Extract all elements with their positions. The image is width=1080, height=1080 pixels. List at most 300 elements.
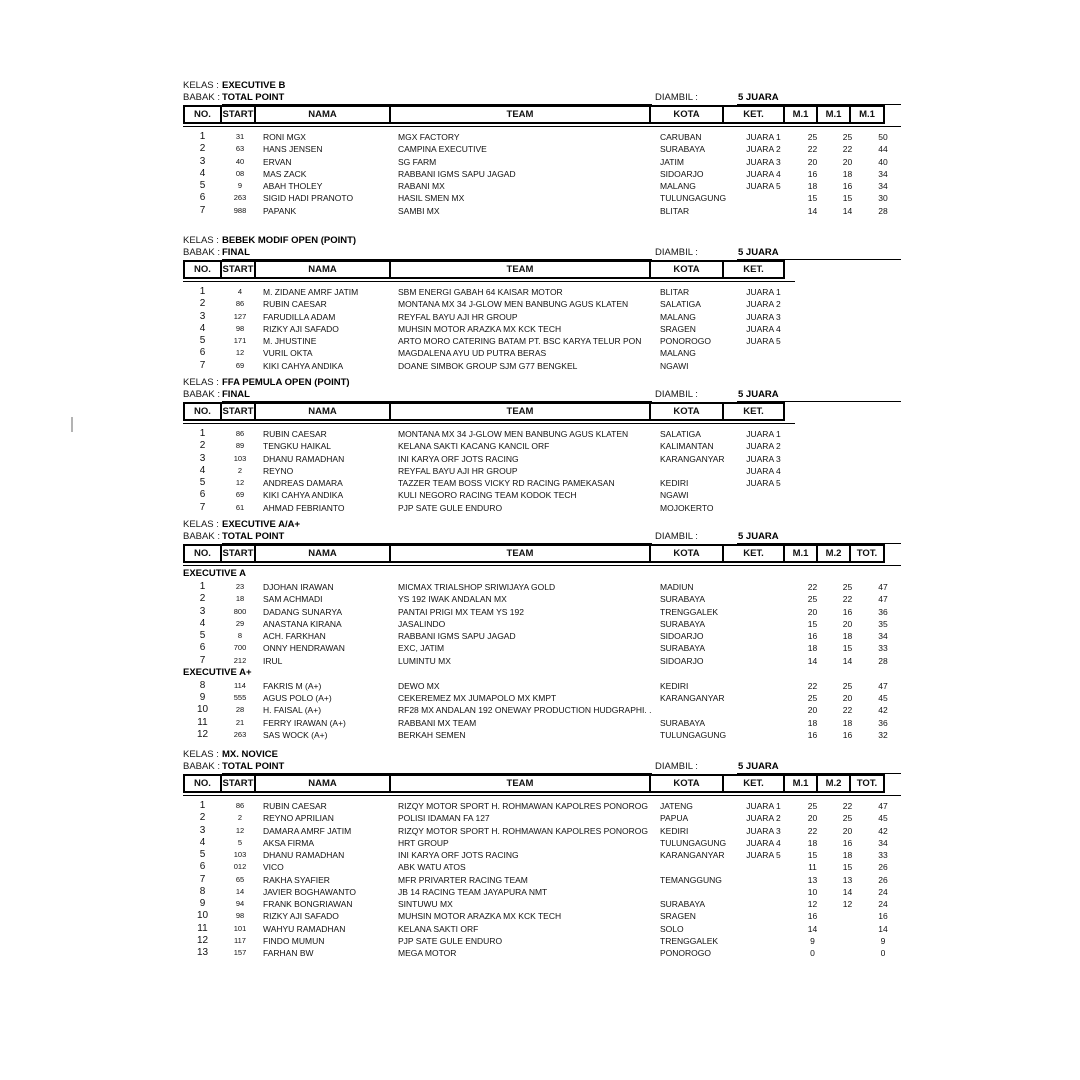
cell-start: 127 (233, 311, 247, 321)
cell-team: SBM ENERGI GABAH 64 KAISAR MOTOR (398, 287, 563, 297)
cell-kota: SIDOARJO (660, 655, 704, 666)
cell-tot: 47 (878, 582, 888, 592)
cell-kota: SRAGEN (660, 323, 696, 334)
cell-nama: RIZKY AJI SAFADO (263, 911, 339, 922)
cell-tot: 14 (878, 923, 888, 934)
diambil-value: 5 JUARA (738, 247, 779, 258)
cell-ket (732, 861, 795, 873)
cell-no: 6 (199, 347, 206, 359)
cell-m1: 15 (807, 193, 818, 204)
cell-team: RIZQY MOTOR SPORT H. ROHMAWAN KAPOLRES PONOROG (398, 801, 648, 811)
col-header-ket: KET. (722, 105, 785, 124)
cell-kota: JATIM (660, 156, 684, 167)
babak-label: BABAK : (183, 92, 220, 103)
cell-m1: 22 (807, 144, 818, 155)
col-header-team: TEAM (389, 105, 651, 124)
cell-m1: 18 (807, 643, 818, 654)
cell-no: 5 (199, 477, 206, 488)
cell-team: MONTANA MX 34 J-GLOW MEN BANBUNG AGUS KLATEN (398, 299, 629, 310)
cell-no: 13 (196, 947, 209, 958)
table-header-row (183, 105, 901, 124)
col-header-nama: NAMA (254, 402, 391, 421)
cell-kota: TEMANGGUNG (660, 874, 722, 885)
result-row (183, 642, 901, 654)
cell-tot: 34 (878, 181, 888, 191)
cell-no: 1 (199, 286, 206, 297)
cell-ket (732, 935, 795, 947)
cell-nama: RAKHA SYAFIER (263, 874, 330, 885)
kelas-label: KELAS : (183, 235, 219, 246)
result-row (183, 131, 901, 143)
kelas-line (183, 80, 901, 92)
cell-start: 103 (233, 850, 247, 859)
cell-ket: JUARA 2 (746, 299, 781, 310)
col-header-team: TEAM (389, 544, 651, 563)
cell-ket (732, 618, 795, 630)
cell-team: EXC, JATIM (398, 643, 445, 654)
result-row (183, 655, 901, 667)
col-header-ket: KET. (722, 774, 785, 793)
diambil-underline (737, 773, 901, 774)
cell-ket (732, 360, 795, 372)
result-row (183, 502, 901, 514)
cell-no: 4 (199, 836, 206, 848)
table-body (183, 800, 901, 959)
cell-start: 94 (235, 899, 245, 908)
cell-m1: 20 (807, 606, 818, 617)
cell-start: 61 (235, 502, 245, 512)
cell-m1: 18 (807, 717, 818, 728)
cell-ket (732, 947, 795, 959)
cell-kota: TULUNGAGUNG (660, 729, 727, 740)
cell-team: ABK WATU ATOS (398, 862, 466, 873)
result-row (183, 205, 901, 217)
cell-kota: SIDOARJO (660, 168, 704, 179)
cell-kota: BLITAR (660, 205, 690, 216)
cell-nama: REYNO (263, 465, 294, 476)
cell-nama: JAVIER BOGHAWANTO (263, 886, 357, 897)
cell-tot: 26 (878, 874, 888, 885)
cell-kota: TRENGGALEK (660, 606, 719, 617)
cell-m1: 25 (807, 801, 818, 811)
cell-start: 9 (237, 181, 243, 190)
cell-ket (732, 874, 795, 886)
diambil-value: 5 JUARA (738, 92, 779, 103)
cell-kota (657, 886, 732, 898)
result-row (183, 311, 901, 323)
cell-kota: MALANG (660, 181, 696, 191)
cell-kota: PONOROGO (660, 336, 712, 346)
cell-nama: ANDREAS DAMARA (263, 478, 343, 488)
race-class-section (183, 80, 901, 217)
cell-no: 3 (199, 310, 206, 322)
cell-no: 10 (196, 910, 209, 922)
kelas-label: KELAS : (183, 377, 219, 388)
col-header-nama: NAMA (254, 774, 391, 793)
babak-value: FINAL (222, 389, 250, 400)
diambil-value: 5 JUARA (738, 531, 779, 542)
race-class-section (183, 235, 901, 372)
cell-team: REYFAL BAYU AJI HR GROUP (398, 465, 518, 476)
cell-m2: 25 (842, 813, 853, 824)
race-class-section (183, 749, 901, 959)
cell-no: 6 (199, 861, 206, 873)
cell-no: 10 (196, 704, 209, 716)
cell-m2: 18 (842, 631, 853, 641)
result-row (183, 898, 901, 910)
cell-team: MICMAX TRIALSHOP SRIWIJAYA GOLD (398, 582, 556, 592)
cell-start: 263 (233, 729, 247, 739)
cell-start: 263 (233, 193, 247, 203)
result-row (183, 630, 901, 642)
cell-m1: 9 (810, 935, 815, 946)
kelas-line (183, 235, 901, 247)
col-header-m2: M.1 (816, 105, 851, 124)
cell-no: 6 (199, 642, 206, 654)
cell-ket: JUARA 1 (746, 801, 781, 811)
cell-tot: 24 (878, 899, 888, 909)
kelas-line (183, 749, 901, 761)
cell-m2: 25 (842, 582, 853, 592)
cell-m2: 20 (842, 156, 853, 167)
col-header-no: NO. (183, 105, 222, 124)
diambil-underline (737, 104, 901, 105)
cell-tot: 45 (878, 693, 888, 703)
cell-start: 65 (235, 874, 245, 884)
col-header-ket: KET. (722, 402, 785, 421)
cell-kota: KARANGANYAR (660, 693, 725, 703)
cell-m1: 20 (807, 156, 818, 167)
babak-underline (222, 543, 652, 544)
cell-team: SAMBI MX (398, 205, 440, 216)
col-header-team: TEAM (389, 260, 651, 279)
result-row (183, 477, 901, 489)
cell-start: 28 (235, 705, 245, 715)
cell-start: 103 (233, 453, 247, 463)
col-header-kota: KOTA (649, 774, 724, 793)
babak-underline (222, 104, 652, 105)
cell-tot: 35 (878, 618, 888, 629)
cell-team: DOANE SIMBOK GROUP SJM G77 BENGKEL (398, 360, 578, 371)
kelas-line (183, 519, 901, 531)
cell-kota: SURABAYA (660, 643, 706, 654)
cell-ket (732, 630, 795, 642)
cell-ket (732, 642, 795, 654)
cell-ket: JUARA 2 (746, 813, 781, 824)
cell-kota: KEDIRI (660, 825, 689, 836)
cell-tot: 45 (878, 813, 888, 824)
cell-team: KULI NEGORO RACING TEAM KODOK TECH (398, 490, 577, 501)
cell-kota: JATENG (660, 801, 693, 811)
diambil-value: 5 JUARA (738, 389, 779, 400)
cell-nama: H. FAISAL (A+) (263, 705, 322, 716)
cell-m2: 25 (842, 132, 853, 142)
class-group-header: EXECUTIVE A (183, 568, 246, 579)
cell-ket: JUARA 3 (746, 453, 781, 464)
col-header-no: NO. (183, 544, 222, 563)
cell-tot: 34 (878, 168, 888, 179)
cell-no: 5 (199, 630, 206, 641)
cell-tot: 36 (878, 606, 888, 617)
cell-nama: SIGID HADI PRANOTO (263, 193, 354, 204)
header-rule (183, 281, 795, 282)
cell-tot: 42 (878, 825, 888, 836)
cell-start: 2 (237, 813, 243, 823)
result-row (183, 825, 901, 837)
cell-tot: 33 (878, 850, 888, 860)
cell-nama: FAKRIS M (A+) (263, 680, 322, 691)
result-row (183, 428, 901, 440)
cell-tot: 47 (878, 801, 888, 811)
babak-label: BABAK : (183, 761, 220, 772)
cell-team: MEGA MOTOR (398, 948, 457, 958)
result-row (183, 180, 901, 192)
cell-kota: SURABAYA (660, 618, 706, 629)
cell-team: DEWO MX (398, 680, 440, 691)
cell-nama: VURIL OKTA (263, 348, 313, 359)
cell-m2: 15 (842, 193, 853, 204)
cell-m1: 20 (807, 705, 818, 716)
cell-m1: 12 (807, 899, 818, 909)
cell-nama: KIKI CAHYA ANDIKA (263, 490, 344, 501)
cell-no: 9 (199, 692, 206, 703)
class-group-header: EXECUTIVE A+ (183, 666, 252, 678)
cell-nama: TENGKU HAIKAL (263, 441, 332, 452)
cell-ket: JUARA 3 (746, 311, 781, 322)
cell-ket: JUARA 4 (746, 168, 781, 179)
cell-ket (732, 489, 795, 501)
cell-tot: 28 (878, 655, 888, 666)
col-header-nama: NAMA (254, 105, 391, 124)
table-body (183, 568, 901, 741)
cell-no: 7 (199, 873, 206, 885)
cell-no: 7 (199, 204, 206, 216)
cell-team: SINTUWU MX (398, 899, 453, 909)
babak-underline (222, 401, 652, 402)
cell-m2: 18 (842, 168, 853, 179)
scan-artifact-mark (71, 417, 73, 432)
cell-m2: 16 (842, 181, 853, 191)
cell-m1: 10 (807, 886, 818, 897)
cell-nama: RONI MGX (263, 132, 306, 142)
cell-ket (732, 205, 795, 217)
cell-ket: JUARA 5 (746, 336, 781, 346)
babak-line (183, 531, 901, 543)
result-row (183, 168, 901, 180)
col-header-kota: KOTA (649, 544, 724, 563)
babak-value: FINAL (222, 247, 250, 258)
result-row (183, 360, 901, 372)
cell-m1: 18 (807, 837, 818, 848)
col-header-team: TEAM (389, 774, 651, 793)
cell-ket: JUARA 5 (746, 478, 781, 488)
table-body (183, 428, 901, 514)
table-header-row (183, 402, 901, 421)
cell-kota: SOLO (660, 923, 684, 934)
cell-m2 (830, 947, 865, 959)
cell-kota: KEDIRI (660, 680, 689, 691)
cell-m1: 25 (807, 132, 818, 142)
col-header-m1: M.1 (783, 544, 818, 563)
result-row (183, 812, 901, 824)
cell-nama: ACH. FARKHAN (263, 631, 326, 641)
cell-no: 12 (196, 934, 209, 946)
cell-m2: 22 (842, 594, 853, 605)
cell-m2 (830, 910, 865, 922)
header-rule (183, 795, 901, 796)
cell-m1: 16 (807, 631, 818, 641)
cell-m2 (830, 923, 865, 935)
cell-ket (732, 923, 795, 935)
race-class-section (183, 519, 901, 741)
cell-tot: 34 (878, 631, 888, 641)
result-row (183, 729, 901, 741)
cell-nama: ABAH THOLEY (263, 181, 323, 191)
kelas-label: KELAS : (183, 519, 219, 530)
cell-kota: SALATIGA (660, 429, 701, 439)
cell-team: MUHSIN MOTOR ARAZKA MX KCK TECH (398, 911, 562, 922)
cell-kota (657, 861, 732, 873)
cell-m2: 20 (842, 825, 853, 836)
cell-m2: 18 (842, 850, 853, 860)
cell-start: 4 (237, 287, 243, 296)
cell-no: 1 (199, 428, 206, 439)
cell-no: 2 (199, 298, 206, 310)
col-header-start: START (220, 402, 256, 421)
cell-ket (732, 192, 795, 204)
result-row (183, 618, 901, 630)
cell-m2: 16 (842, 729, 853, 740)
cell-m2: 13 (842, 874, 853, 885)
cell-nama: DADANG SUNARYA (263, 606, 343, 617)
cell-m2: 14 (842, 655, 853, 666)
babak-line (183, 761, 901, 773)
cell-start: 101 (233, 923, 247, 933)
kelas-value: MX. NOVICE (222, 749, 278, 760)
cell-team: MGX FACTORY (398, 132, 460, 142)
cell-m2: 12 (842, 899, 853, 909)
cell-ket (732, 680, 795, 692)
cell-no: 3 (199, 452, 206, 464)
cell-nama: AHMAD FEBRIANTO (263, 502, 345, 513)
cell-tot: 40 (878, 156, 888, 167)
result-row (183, 886, 901, 898)
cell-ket (732, 898, 795, 910)
cell-team: KELANA SAKTI ORF (398, 923, 479, 934)
cell-start: 012 (233, 862, 247, 872)
cell-start: 08 (235, 168, 245, 178)
cell-kota: SURABAYA (660, 144, 706, 155)
col-header-no: NO. (183, 774, 222, 793)
diambil-value: 5 JUARA (738, 761, 779, 772)
cell-team: RIZQY MOTOR SPORT H. ROHMAWAN KAPOLRES PONOROG (398, 825, 648, 836)
cell-tot: 47 (878, 594, 888, 605)
cell-start: 69 (235, 490, 245, 500)
cell-m1: 22 (807, 582, 818, 592)
cell-team: JB 14 RACING TEAM JAYAPURA NMT (398, 886, 548, 897)
cell-no: 2 (199, 440, 206, 452)
diambil-label: DIAMBIL : (655, 531, 698, 542)
cell-nama: M. JHUSTINE (263, 336, 317, 346)
cell-m2: 20 (842, 693, 853, 703)
cell-kota: TRENGGALEK (660, 935, 719, 946)
result-row (183, 935, 901, 947)
result-row (183, 347, 901, 359)
cell-start: 700 (233, 643, 247, 653)
cell-tot: 9 (880, 935, 886, 946)
babak-line (183, 92, 901, 104)
cell-start: 988 (233, 205, 247, 215)
cell-kota: SALATIGA (660, 299, 701, 310)
cell-kota: MALANG (660, 348, 696, 359)
col-header-tot: TOT. (849, 544, 885, 563)
col-header-tot: M.1 (849, 105, 885, 124)
cell-ket (732, 692, 795, 704)
cell-tot: 24 (878, 886, 888, 897)
cell-nama: DJOHAN IRAWAN (263, 582, 334, 592)
cell-tot: 44 (878, 144, 888, 155)
cell-m1: 16 (807, 729, 818, 740)
cell-start: 157 (233, 948, 247, 957)
cell-ket: JUARA 4 (746, 837, 781, 848)
cell-tot: 32 (878, 729, 888, 740)
kelas-value: FFA PEMULA OPEN (POINT) (222, 377, 350, 388)
cell-team: SG FARM (398, 156, 437, 167)
table-body (183, 286, 901, 372)
cell-no: 9 (199, 898, 206, 909)
cell-ket (732, 593, 795, 605)
babak-value: TOTAL POINT (222, 92, 285, 103)
cell-m2: 14 (842, 886, 853, 897)
cell-kota: PAPUA (660, 813, 689, 824)
cell-nama: ERVAN (263, 156, 292, 167)
col-header-m1: M.1 (783, 774, 818, 793)
col-header-tot: TOT. (849, 774, 885, 793)
cell-nama: FRANK BONGRIAWAN (263, 899, 353, 909)
result-row (183, 298, 901, 310)
cell-kota: SIDOARJO (660, 631, 704, 641)
cell-kota: KARANGANYAR (660, 850, 725, 860)
cell-start: 18 (235, 594, 245, 604)
cell-m2: 22 (842, 801, 853, 811)
cell-m1: 11 (808, 862, 817, 873)
cell-no: 8 (199, 885, 206, 897)
cell-tot: 50 (878, 132, 888, 142)
cell-start: 12 (235, 825, 245, 835)
header-rule (183, 126, 901, 127)
cell-nama: AKSA FIRMA (263, 837, 315, 848)
cell-nama: FERRY IRAWAN (A+) (263, 717, 346, 728)
cell-ket: JUARA 2 (746, 144, 781, 155)
cell-no: 2 (199, 143, 206, 155)
result-row (183, 923, 901, 935)
header-rule (183, 423, 795, 424)
cell-ket: JUARA 1 (746, 429, 781, 439)
result-row (183, 800, 901, 812)
cell-tot: 28 (878, 205, 888, 216)
cell-team: LUMINTU MX (398, 655, 451, 666)
cell-team: REYFAL BAYU AJI HR GROUP (398, 311, 518, 322)
cell-team: PJP SATE GULE ENDURO (398, 502, 503, 513)
cell-ket: JUARA 3 (746, 825, 781, 836)
result-row (183, 837, 901, 849)
cell-nama: IRUL (263, 655, 283, 666)
result-row (183, 323, 901, 335)
cell-ket (732, 717, 795, 729)
cell-tot: 42 (878, 705, 888, 716)
result-row (183, 156, 901, 168)
cell-no: 4 (199, 617, 206, 629)
